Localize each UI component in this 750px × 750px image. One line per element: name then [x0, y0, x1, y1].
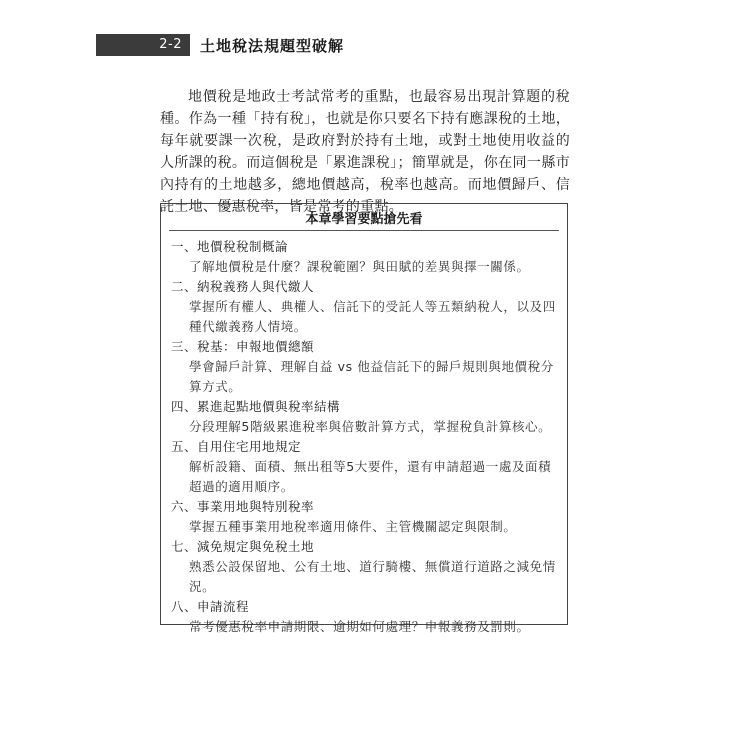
chapter-number: 2-2	[96, 34, 190, 56]
highlight-item	[161, 277, 567, 337]
highlight-item	[161, 437, 567, 497]
highlight-desc: 掌握五種事業用地稅率適用條件、主管機關認定與限制。	[189, 519, 517, 534]
highlight-desc: 解析設籍、面積、無出租等5大要件，還有申請超過一處及面積超過的適用順序。	[189, 459, 552, 494]
highlight-desc: 分段理解5階級累進稅率與倍數計算方式，掌握稅負計算核心。	[189, 419, 552, 434]
highlight-desc: 常考優惠稅率申請期限、逾期如何處理？申報義務及罰則。	[189, 619, 530, 634]
highlight-item	[161, 537, 567, 597]
chapter-header	[96, 34, 344, 56]
highlight-heading: 四、累進起點地價與稅率結構	[171, 399, 341, 414]
intro-paragraph: 地價稅是地政士考試常考的重點，也最容易出現計算題的稅種。作為一種「持有稅」，也就是你只要名下持有應課稅的土地，每年就要課一次稅，是政府對於持有土地，或對土地使用收益的人所課的稅。而這個稅是「累進課稅」；簡單就是，你在同一縣市內持有的土地越多，總地價越高，稅率也越高。而地價歸戶、信託土地、優惠稅率，皆是常考的重點。	[160, 89, 570, 215]
highlight-desc: 掌握所有權人、典權人、信託下的受託人等五類納稅人，以及四種代繳義務人情境。	[189, 299, 556, 334]
highlights-list	[161, 237, 567, 637]
highlight-item	[161, 497, 567, 537]
highlights-divider	[169, 230, 559, 231]
highlights-box	[160, 203, 568, 634]
highlight-heading: 六、事業用地與特別稅率	[171, 499, 315, 514]
highlights-title: 本章學習要點搶先看	[305, 212, 423, 227]
highlight-heading: 八、申請流程	[171, 599, 250, 614]
highlight-desc: 了解地價稅是什麼？課稅範圍？與田賦的差異與擇一關係。	[189, 259, 530, 274]
highlight-item	[161, 337, 567, 397]
highlight-item	[161, 397, 567, 437]
chapter-title: 土地稅法規題型破解	[200, 36, 345, 55]
highlight-item	[161, 597, 567, 637]
highlight-heading: 一、地價稅稅制概論	[171, 239, 289, 254]
highlight-item	[161, 237, 567, 277]
highlight-heading: 三、稅基：申報地價總額	[171, 339, 315, 354]
highlight-heading: 二、納稅義務人與代繳人	[171, 279, 315, 294]
highlight-desc: 熟悉公設保留地、公有土地、道行騎樓、無償道行道路之減免情況。	[189, 559, 556, 594]
highlight-desc: 學會歸戶計算、理解自益 vs 他益信託下的歸戶規則與地價稅分算方式。	[189, 359, 554, 394]
highlight-heading: 五、自用住宅用地規定	[171, 439, 302, 454]
highlight-heading: 七、減免規定與免稅土地	[171, 539, 315, 554]
